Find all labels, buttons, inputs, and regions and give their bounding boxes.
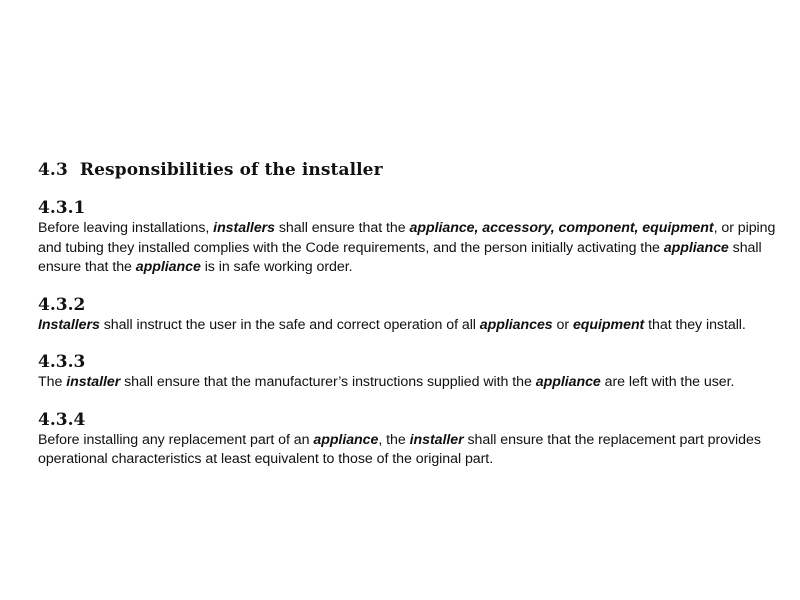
defined-term: appliance, accessory, component, equipment	[409, 220, 714, 236]
clause	[38, 352, 788, 393]
defined-term: appliance	[535, 374, 601, 390]
clause-text	[38, 219, 788, 278]
clause-text	[38, 316, 788, 336]
clause	[38, 295, 788, 336]
clause-text-run: Before leaving installations,	[38, 220, 214, 236]
section-title: Responsibilities of the installer	[79, 160, 383, 180]
defined-term: appliance	[663, 239, 729, 256]
section-number: 4.3	[38, 160, 68, 180]
clause	[38, 410, 788, 470]
defined-term: appliance	[135, 259, 201, 275]
clause-text-run: Before installing any replacement part of an	[38, 431, 314, 448]
clause-number: 4.3.2	[38, 294, 86, 315]
section-heading	[38, 160, 788, 180]
clause-text-run: or	[552, 316, 573, 333]
clause-list	[38, 198, 788, 470]
clause-number: 4.3.3	[38, 352, 86, 372]
clause-text-run: that they install.	[644, 316, 746, 333]
clause-text-run: are left with the user.	[600, 374, 735, 390]
clause-number: 4.3.1	[38, 198, 86, 218]
clause	[38, 198, 788, 278]
clause-text	[38, 431, 788, 470]
defined-term: installers	[213, 220, 275, 236]
clause-text-run: , or piping and tubing they installed complies with the Code requirements, and the person initially activating the	[38, 220, 776, 256]
clause-text-run: shall ensure that the replacement part provides operational characteristics at least equivalent to those of the original part.	[38, 431, 761, 467]
clause-text-run: shall ensure that the	[274, 220, 410, 236]
defined-term: equipment	[572, 316, 645, 333]
defined-term: installer	[66, 374, 121, 390]
clause-text	[38, 373, 788, 393]
clause-text-run: The	[38, 374, 67, 390]
clause-text-run: is in safe working order.	[200, 259, 353, 275]
clause-number: 4.3.4	[38, 409, 86, 430]
document-page	[38, 160, 788, 487]
clause-text-run: shall instruct the user in the safe and correct operation of all	[99, 316, 480, 333]
defined-term: appliances	[479, 316, 553, 333]
defined-term: Installers	[38, 316, 100, 333]
clause-text-run: shall ensure that the manufacturer’s instructions supplied with the	[120, 374, 536, 390]
clause-text-run: shall ensure that the	[38, 239, 762, 275]
defined-term: installer	[409, 431, 464, 448]
clause-text-run: , the	[378, 431, 410, 448]
defined-term: appliance	[313, 431, 379, 448]
